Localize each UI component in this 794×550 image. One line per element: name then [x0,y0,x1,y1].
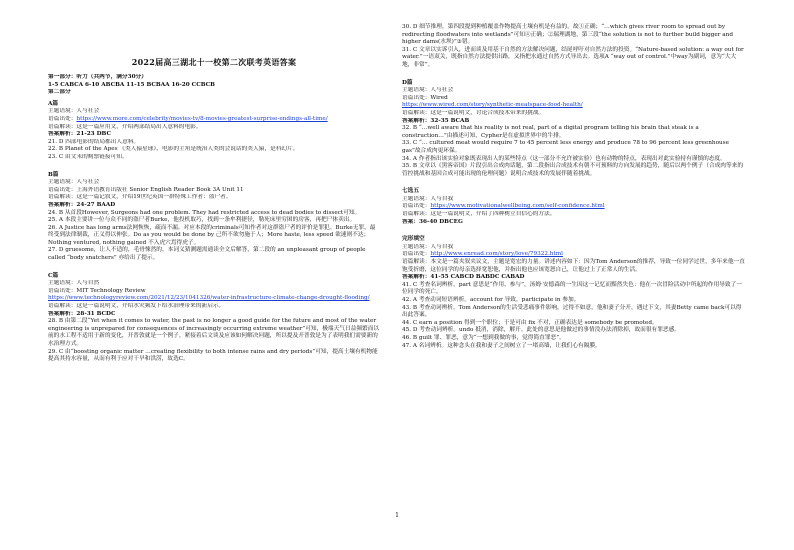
section-a-topic: 主题语境：人与社会 [48,108,100,115]
section-c-source-link[interactable]: https://www.technologyreview.com/2021/12/23/1041326/water-infrastructure-climate-change-drought-flooding/ [48,295,370,302]
section-d-answers: 答案解析：32-35 BCAB [402,117,470,124]
question-46: 46. B guilt 罪、罪恶，意为“一想到我做的事，觉得简直罪恶”。 [402,334,565,341]
section-a-source [48,116,380,124]
part1-header: 第一部分：听力（共两节，满分30分） [48,74,147,80]
question-21: 21. D 四部电影的结局都出人意料。 [48,138,140,145]
section-c-label: C篇 [48,272,59,279]
page-title: 2022届高三湖北十一校第二次联考英语答案 [131,57,297,67]
section-d-label: D篇 [402,79,413,86]
question-23: 23. C 由文末的购票链接可知。 [48,153,128,160]
section-b-source: 语篇出处：上海外语教育出版社 Senior English Reader Book 3A Unit 11 [48,186,244,193]
part2-header: 第二部分 [48,89,71,96]
section-d-source-link[interactable]: https://www.wired.com/story/synthetic-meatspace-food-health/ [402,102,583,109]
question-29: 29. C 由“boosting organic matter …creating flexibility to both intense rains and dry periods”可知，提高土壤有机物能提高其持水容量，从而有利于应对干旱和洪涝，故选C。 [48,348,378,363]
section-c-type: 语篇解读：这是一篇说明文，介绍水灾频发下给水治理带来的新启示。 [48,303,225,310]
section-b-topic: 主题语境：人与社会 [48,179,100,186]
section-a-label: A篇 [48,100,59,107]
left-column [48,46,380,364]
part1-answers: 1-5 CABCA 6-10 ABCBA 11-15 BCBAA 16-20 CCBCB [48,81,215,88]
question-35: 35. B 文章以《黑客帝国》片段引出合成肉话题，第二段指出合成技术有朝不可预料的方向发展的趋势，随后以两个例子（合成肉等来的管控挑战和基因合成可能出现的伦理问题）说明合成技术的发展伴随着挑战。 [402,163,744,177]
question-47: 47. A 名词辨析。这种念头在我和妻子之间树立了一堵高墙，让我们心有隔膜。 [402,342,601,349]
section-d-source: 语篇出处：Wired [402,94,448,101]
question-41: 41. C 考查名词辨析。part 意思是“作用、参与”，汤姆·安德森的一生因这一记忆而黯然失色：他在一次冒险活动中所起的作用导致了一位同学的死亡。 [402,281,742,296]
section-a-source-link[interactable]: https://www.more.com/celebrity/movies-tv/8-movies-greatest-surprise-endings-all-time/ [76,115,328,122]
question-25: 25. A 本段主要讲一位与众不同的盗尸者Burke，他投机取巧，找到一条牟利捷径，勒死床里穷困的房客，再把尸体卖出。 [48,217,356,224]
section-seven-answers: 答案：36-40 DBCEG [402,218,463,225]
section-cloze-answers: 答案解析：41-55 CABCD BABDC CABAD [402,274,525,281]
page-number: 1 [395,512,399,519]
question-34: 34. A 作者指出该实验对象既表现出人的某些特点（这一部分不允许被实验）也有动物的特点，表现出对此实验持有谨慎的态度。 [402,155,726,162]
question-28: 28. B 由第二段“Yet when it comes to water, the past is no longer a good guide for the future and most of the water engineering is unprepared for consequences of increasingly occurring extreme weather”可知，极端天气日益频繁而以前的水工程不适用于新的变化，开普敦就是一个例子。紧接着后文谈及应该如何解决问题，所以提及开普敦是为了表明我们需要新的水治理方式。 [48,318,380,347]
question-44: 44. C earn a position 得到一个职位；于是可由 fix 不对，正确表达是 somebody be promoted。 [402,319,658,326]
section-seven-label: 七选五 [402,188,420,195]
question-26: 26. A Justice has long arms法网恢恢，疏而不漏。对应本段的criminals可知作者对这群盗尸者的评价是罪犯。Burke无罪，最终受到法律制裁，正义得以伸张。Do as you would be done by 己所不欲勿施于人；More haste, less speed 欲速则不达；Nothing ventured, nothing gained 不入虎穴焉得虎子。 [48,224,376,246]
section-cloze-label: 完形填空 [402,236,425,243]
section-a-answers: 答案解析：21-23 DBC [48,131,111,138]
question-22: 22. B Planet of the Apes 《类人猿星球》，电影的主角是统治人类的会说话的类人猿，是科幻片。 [48,146,299,153]
section-seven-source [402,203,746,211]
section-b-type: 语篇解读：这是一篇记叙文，介绍19世纪英国一群特殊工作者：盗尸者。 [48,194,232,201]
section-c-answers: 答案解析：28-31 BCDC [48,310,116,317]
section-b-answers: 答案解析：24-27 BAAD [48,201,116,208]
question-42: 42. A 考查动词短语辨析。account for 导致，participate in 参加。 [402,297,580,303]
section-c-topic: 主题语境：人与自然 [48,280,100,287]
question-43: 43. B 考查动词辨析。Tom Anderson的生活受悲痛事件影响，过得不如意，他和妻子分开，遇过下文，其妻Betty came back可以得出此答案。 [402,304,742,319]
section-seven-source-link[interactable]: https://www.motivationalwellbeing.com/self-confidence.html [430,203,605,210]
question-33: 33. C “… cultured meat would require 7 to 45 percent less energy and produce 78 to 96 percent less greenhouse gas”故合成肉更环保。 [402,140,729,154]
section-b-label: B篇 [48,171,59,178]
section-cloze-type: 语篇解读：本文是一篇夹叙夹议文，主题是宽宏的力量。讲述内容如下：因为Tom Anderson的推荐，导致一位同学过世，多年来他一直饱受折磨，这位同学的母亲选择宽恕他，并指出他也应该宽恕自己，让他过上了正常人的生活。 [402,259,745,273]
section-cloze-source [402,251,746,259]
section-c-source: 语篇出处：MIT Technology Review [48,287,146,294]
source-prefix: 语篇出处： [402,203,431,210]
question-31: 31. C 文章以实诉引入，进而谈及用基于自然的方法解决问题，结尾呼吁对自然方法的投资。“Nature-based solution: a way out for water.”一语双关，既指自然方法提供出路，又指把水通过自然方式导出去。选项A “way out of control.”中way为副词，意为“大大地，非常”。 [402,46,744,68]
question-30: 30. D 细节推理，第四段提到种植覆盖作物提高土壤有机是有益的，故①正确；“…which gives river room to spread out by redirecting floodwaters into wetlands”可知④正确；②瑞理湖地，第三段“the solution is not to further build bigger and higher dams(水坝)”③错。 [402,24,733,46]
source-prefix: 语篇出处： [48,115,77,122]
question-45: 45. D 考查动词辨析。undo 抵消，消除，解开。此处的意思是他做过的事情没办法消除掉，故而很有罪恶感。 [402,327,680,334]
question-32: 32. B “…well aware that his reality is not real, part of a digital program telling his brain that steak is a construction…”由描述可知，Cypher是在虚拟世界中的牛排。 [402,125,699,139]
section-seven-topic: 主题语境：人与自我 [402,195,454,202]
source-prefix: 语篇出处： [402,251,431,258]
section-cloze-source-link[interactable]: http://www.enread.com/story/love/79322.html [430,251,563,258]
section-d-type: 语篇解读：这是一篇说明文，讨论合成技术带来的挑战。 [402,109,545,116]
section-d-topic: 主题语境：人与社会 [402,87,454,94]
question-27: 27. D gruesome，让人不适的，毛骨悚然的，本词义猜测题需通读全文后解答，第二段的 an unpleasant group of people called “body snatchers” 亦给出了提示。 [48,247,366,262]
section-seven-type: 语篇解读：这是一篇说明文，介绍了四种树立自信心的方法。 [402,211,556,218]
section-cloze-topic: 主题语境：人与自我 [402,243,454,250]
section-a-type: 语篇解读：这是一篇应用文，介绍两部结局出人意料的电影。 [48,123,202,130]
question-24: 24. B 从首段However, Surgeons had one problem. They had restricted access to dead bodies to dissect可知。 [48,209,361,216]
right-column [402,24,746,350]
